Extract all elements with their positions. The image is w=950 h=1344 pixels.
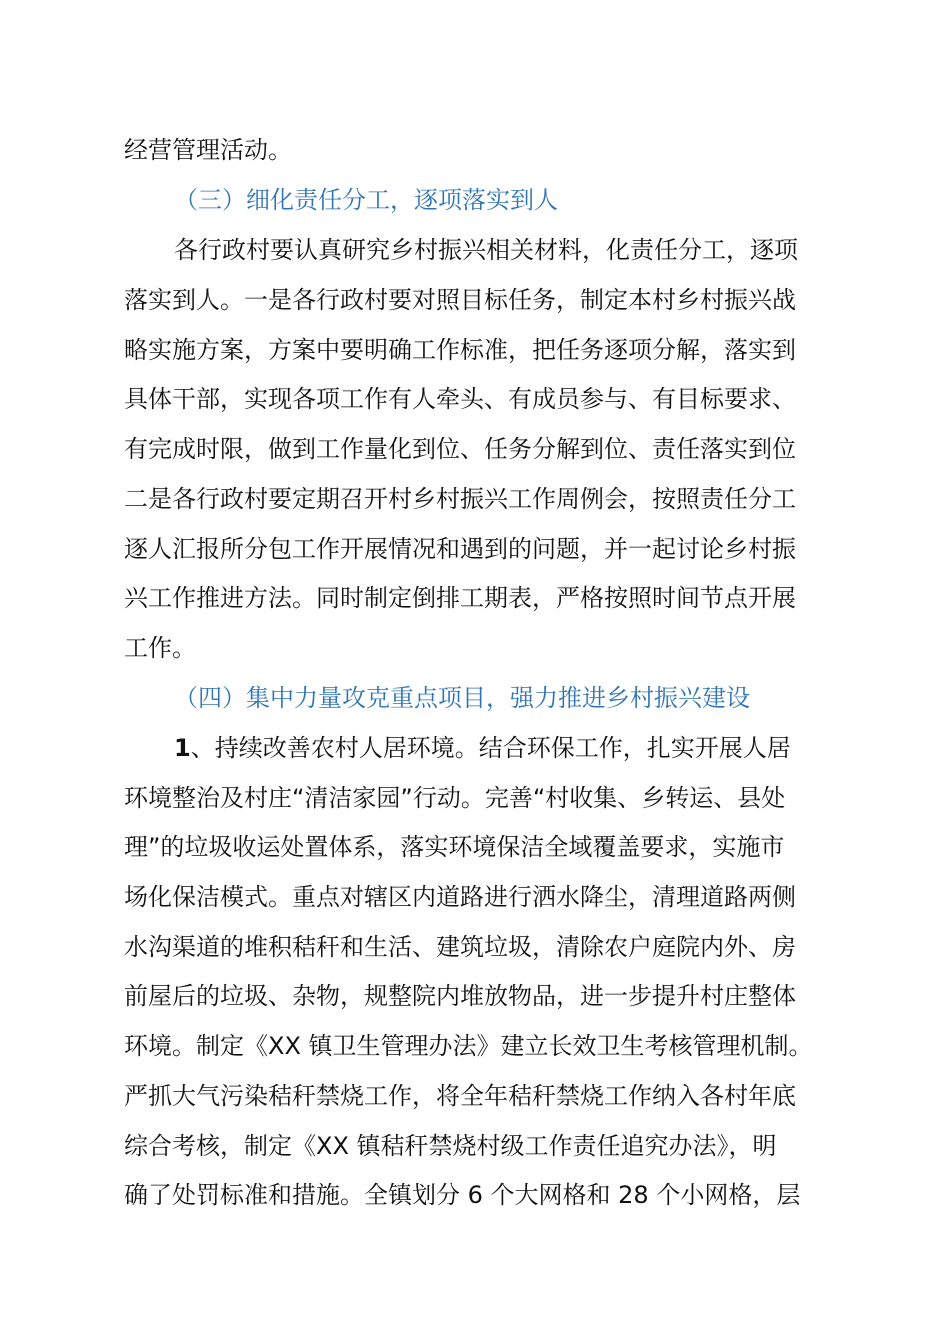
text-line: 理”的垃圾收运处置体系，落实环境保洁全域覆盖要求，实施市 — [124, 833, 785, 861]
text-line: 具体干部，实现各项工作有人牵头、有成员参与、有目标要求、 — [124, 385, 796, 413]
text-line: 综合考核，制定《XX 镇秸秆禁烧村级工作责任追究办法》，明 — [124, 1132, 777, 1160]
text-line: 落实到人。一是各行政村要对照目标任务，制定本村乡村振兴战 — [124, 286, 796, 314]
text-line: 逐人汇报所分包工作开展情况和遇到的问题，并一起讨论乡村振 — [124, 535, 796, 563]
text-line: 各行政村要认真研究乡村振兴相关材料，化责任分工，逐项 — [174, 236, 798, 264]
item-text: 、持续改善农村人居环境。结合环保工作，扎实开展人居 — [190, 734, 791, 762]
text-line: 场化保洁模式。重点对辖区内道路进行洒水降尘，清理道路两侧 — [124, 883, 796, 911]
text-line: 前屋后的垃圾、杂物，规整院内堆放物品，进一步提升村庄整体 — [124, 982, 796, 1010]
text-line: 水沟渠道的堆积秸秆和生活、建筑垃圾，清除农户庭院内外、房 — [124, 933, 796, 961]
text-line: 兴工作推进方法。同时制定倒排工期表，严格按照时间节点开展 — [124, 584, 796, 612]
item-number: 1 — [174, 734, 191, 762]
text-line: 工作。 — [124, 634, 196, 662]
text-line: 略实施方案，方案中要明确工作标准，把任务逐项分解，落实到 — [124, 336, 796, 364]
text-line: 经营管理活动。 — [124, 136, 292, 164]
text-line: 环境整治及村庄“清洁家园”行动。完善“村收集、乡转运、县处 — [124, 784, 786, 812]
section-heading-4: （四）集中力量攻克重点项目，强力推进乡村振兴建设 — [174, 684, 750, 712]
text-line: 有完成时限，做到工作量化到位、任务分解到位、责任落实到位 — [124, 435, 796, 463]
text-line: 环境。制定《XX 镇卫生管理办法》建立长效卫生考核管理机制。 — [124, 1032, 813, 1060]
text-line: 二是各行政村要定期召开村乡村振兴工作周例会，按照责任分工 — [124, 485, 796, 513]
text-line: 确了处罚标准和措施。全镇划分 6 个大网格和 28 个小网格，层 — [124, 1181, 801, 1209]
section-heading-3: （三）细化责任分工，逐项落实到人 — [174, 186, 558, 214]
text-line — [174, 733, 791, 763]
text-line: 严抓大气污染秸秆禁烧工作，将全年秸秆禁烧工作纳入各村年底 — [124, 1082, 796, 1110]
